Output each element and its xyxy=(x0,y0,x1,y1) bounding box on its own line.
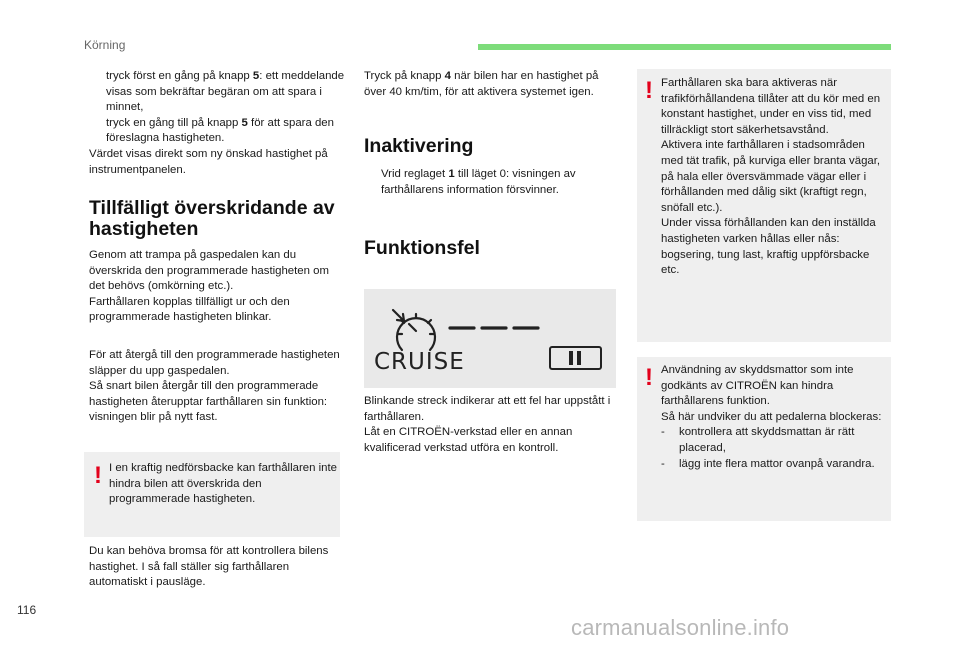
warning-box: ! I en kraftig nedförsbacke kan farthållaren inte hindra bilen att överskrida den programmerade hastigheten. xyxy=(84,452,340,537)
paragraph: Du kan behöva bromsa för att kontrollera bilens hastighet. I så fall ställer sig farthållaren automatiskt i pausläge. xyxy=(89,545,329,589)
section-accent-bar xyxy=(478,44,891,50)
cruise-label: CRUISE xyxy=(374,349,465,375)
section-label: Körning xyxy=(84,38,126,52)
warning-box: ! Farthållaren ska bara aktiveras när trafikförhållandena tillåter att du kör med en konstant hastighet, under en viss tid, med tillräckligt stort säkerhetsavstånd. Aktivera inte farthållaren i stadsområden med tät trafik, på kurviga eller branta vägar, på hala eller översvämmade vägar eller i förhållanden med dålig sikt (kraftigt regn, snöfall etc.). Under vissa förhållanden kan den inställda hastigheten varken hållas eller nås: bogsering, tung last, kraftig uppförsbacke etc. xyxy=(637,69,891,342)
paragraph: Tryck på knapp 4 när bilen har en hastighet på över 40 km/tim, för att aktivera systemet igen. xyxy=(364,70,599,98)
col1-bullets xyxy=(89,69,345,178)
col2-malfunction-text: Blinkande streck indikerar att ett fel har uppstått i farthållaren. Låt en CITROËN-verkstad eller en annan kvalificerad verkstad utföra en kontroll. xyxy=(364,395,611,454)
heading-deactivation: Inaktivering xyxy=(364,135,474,157)
bullet-marker xyxy=(89,69,106,116)
speedometer-icon xyxy=(393,310,435,350)
bullet-marker xyxy=(89,116,106,147)
warning-mark: ! xyxy=(645,364,653,391)
list-item: - kontrollera att skyddsmattan är rätt placerad, xyxy=(661,426,855,454)
col1-para2: För att återgå till den programmerade hastigheten släpper du upp gaspedalen. Så snart bilen återgår till den programmerade hastigheten återupptar farthållaren sin funktion: visningen blir på nytt fast. xyxy=(89,349,340,424)
warning-mark: ! xyxy=(645,77,653,104)
page-number: 116 xyxy=(17,603,37,617)
list-item: Vrid reglaget 1 till läget 0: visningen av farthållarens information försvinner. xyxy=(364,167,616,198)
paragraph: Värdet visas direkt som ny önskad hastighet på instrumentpanelen. xyxy=(89,147,328,176)
heading-malfunction: Funktionsfel xyxy=(364,237,480,259)
cruise-display-panel xyxy=(364,289,616,388)
heading-overspeed: Tillfälligt överskridande av hastigheten xyxy=(89,197,335,240)
warning-mark: ! xyxy=(94,462,102,489)
cruise-display-illustration xyxy=(364,289,616,388)
list-item: tryck först en gång på knapp 5: ett meddelande visas som bekräftar begäran om att spara i minnet, xyxy=(89,69,345,116)
list-item: - lägg inte flera mattor ovanpå varandra. xyxy=(661,457,875,470)
list-item: tryck en gång till på knapp 5 för att spara den föreslagna hastigheten. xyxy=(89,116,345,147)
pause-icon xyxy=(550,347,601,369)
col2-bullets xyxy=(364,167,616,198)
warning-box: ! Användning av skyddsmattor som inte godkänts av CITROËN kan hindra farthållarens funktion. Så här undviker du att pedalerna blockeras: - kontrollera att skyddsmattan är rätt placerad, - lägg inte flera mattor ovanpå varandra. xyxy=(637,357,891,521)
bullet-marker xyxy=(364,167,381,198)
watermark: carmanualsonline.info xyxy=(571,615,790,640)
col1-para1: Genom att trampa på gaspedalen kan du överskrida den programmerade hastigheten om det behövs (omkörning etc.). Farthållaren kopplas tillfälligt ur och den programmerade hastigheten blinkar. xyxy=(89,249,329,324)
